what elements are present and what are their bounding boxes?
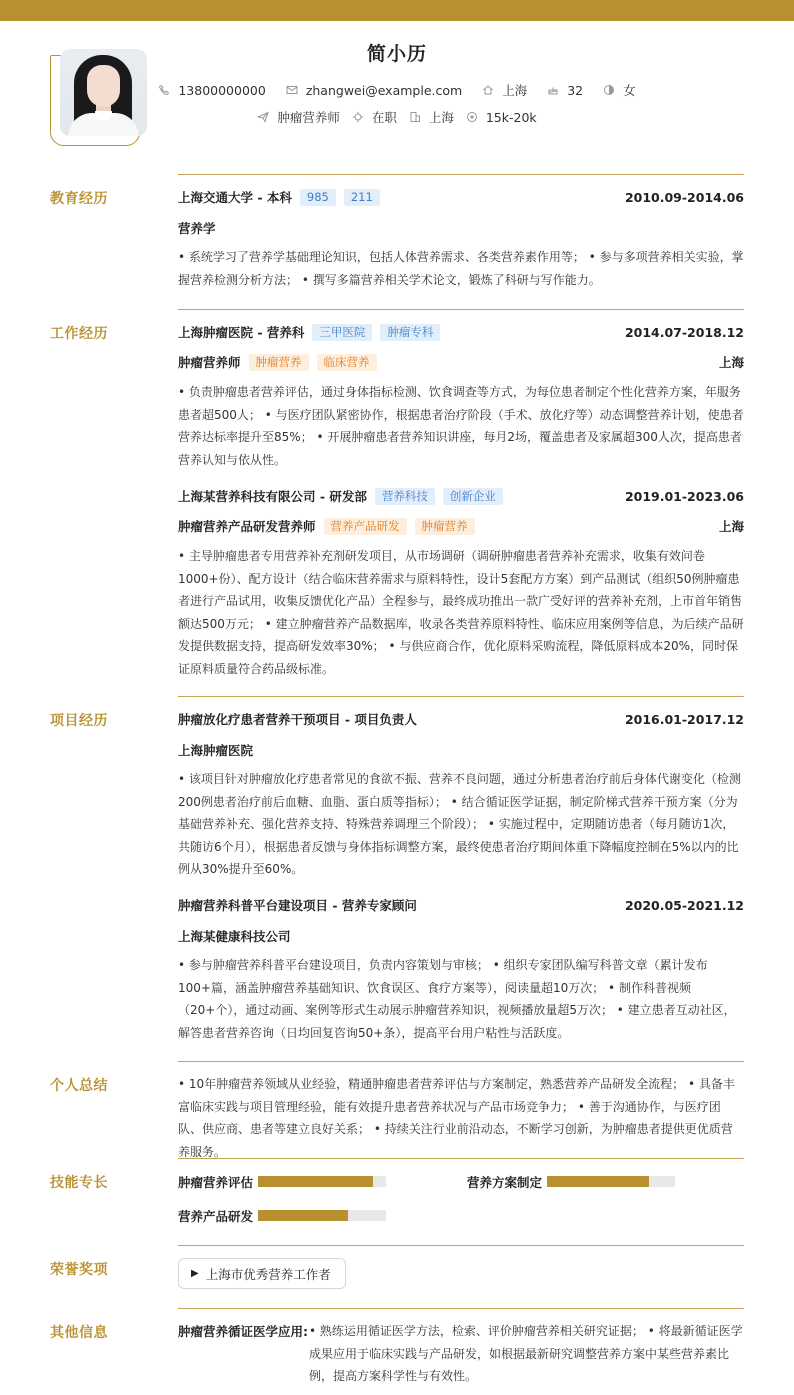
age-text: 32 [567,82,584,98]
skill-bar-fill [258,1176,373,1187]
company-name: 上海某营养科技有限公司 - 研发部 [178,489,367,504]
tag: 三甲医院 [312,324,372,341]
project-title: 肿瘤营养科普平台建设项目 - 营养专家顾问 [178,898,417,913]
cake-icon [547,84,559,96]
city-text: 上海 [502,83,528,98]
divider [178,1245,744,1246]
school-name: 上海交通大学 - 本科 [178,190,292,205]
status-item [352,108,397,126]
date: 2014.07-2018.12 [624,324,744,340]
target-city-item [409,108,454,126]
phone-icon [158,84,170,96]
divider [178,1061,744,1062]
skill-bar [547,1176,675,1187]
gender-text: 女 [623,83,636,98]
salary-text: 15k-20k [485,109,537,125]
candidate-name: 简小历 [366,43,427,65]
section-title-education: 教育经历 [50,191,108,207]
tag: 营养产品研发 [324,518,407,535]
role-name: 肿瘤营养师 [178,355,241,370]
date: 2010.09-2014.06 [624,189,744,205]
divider [178,696,744,697]
project-title: 肿瘤放化疗患者营养干预项目 - 项目负责人 [178,712,417,727]
play-icon: ▶ [191,1268,199,1279]
section-title-work: 工作经历 [50,326,108,342]
divider [178,174,744,175]
phone-text: 13800000000 [178,82,266,98]
target-city-text: 上海 [428,110,454,125]
skill-name: 营养方案制定 [467,1175,543,1190]
skill-bar [258,1210,386,1221]
job-title-item [257,108,340,126]
tag: 肿瘤营养 [249,354,309,371]
gender-icon [603,84,615,96]
skill-name: 肿瘤营养评估 [178,1175,254,1190]
divider [178,309,744,310]
gender-item [603,81,636,99]
tag: 肿瘤专科 [380,324,440,341]
work-head [178,322,744,342]
project-desc: • 该项目针对肿瘤放化疗患者常见的食欲不振、营养不良问题，通过分析患者治疗前后身体代谢变化（检测200例患者治疗前后血糖、血脂、蛋白质等指标）； • 结合循证医学证据，制定阶梯式营养干预方案（分为基础营养补充、强化营养支持、特殊营养调理三个阶段）； • 实施过程中，定期随访患者（每月随访1次，共随访6个月），根据患者反馈与身体指标调整方案，最终使患者治疗期间体重下降幅度控制在5%以内的比例从30%提升至60%。 [178,772,741,876]
top-accent-bar [0,0,794,21]
job-title-text: 肿瘤营养师 [277,110,340,125]
date: 2016.01-2017.12 [624,711,744,727]
work-head [178,486,744,506]
phone-item [158,83,265,98]
project-head [178,709,744,729]
section-title-honors: 荣誉奖项 [50,1262,108,1278]
skill-bar [258,1176,386,1187]
skill-bar-fill [258,1210,348,1221]
honor-item[interactable] [178,1258,346,1289]
job-intent-row [0,108,794,126]
work-desc: • 负责肿瘤患者营养评估，通过身体指标检测、饮食调查等方式，为每位患者制定个性化营养方案，年服务患者超500人； • 与医疗团队紧密协作，根据患者治疗阶段（手术、放化疗等）动态调整营养计划，使患者营养达标率提升至85%； • 开展肿瘤患者营养知识讲座，每月2场，覆盖患者及家属超300人次，提高患者营养认知与依从性。 [178,385,744,467]
email-item [286,83,462,98]
section-title-skills: 技能专长 [50,1175,108,1191]
divider [178,1308,744,1309]
date: 2019.01-2023.06 [624,488,744,504]
location: 上海 [718,519,744,534]
other-text: • 熟练运用循证医学方法，检索、评价肿瘤营养相关研究证据； • 将最新循证医学成果应用于临床实践与产品研发，如根据最新研究调整营养方案中某些营养素比例，提高方案科学性与有效性。 [309,1324,743,1383]
summary-text: • 10年肿瘤营养领域从业经验，精通肿瘤患者营养评估与方案制定，熟悉营养产品研发全流程； • 具备丰富临床实践与项目管理经验，能有效提升患者营养状况与产品市场竞争力； • 善于沟通协作，与医疗团队、供应商、患者等建立良好关系； • 持续关注行业前沿动态，不断学习创新，为肿瘤患者提供更优质营养服务。 [178,1077,735,1159]
status-text: 在职 [371,110,397,125]
education-desc: • 系统学习了营养学基础理论知识，包括人体营养需求、各类营养素作用等； • 参与多项营养相关实验，掌握营养检测分析方法； • 撰写多篇营养相关学术论文，锻炼了科研与写作能力。 [178,250,744,287]
skill-bar-fill [547,1176,649,1187]
email-text: zhangwei@example.com [305,82,463,98]
location: 上海 [718,355,744,370]
city-item [482,81,527,99]
project-org: 上海某健康科技公司 [178,929,291,944]
building-icon [409,111,421,123]
tag: 临床营养 [317,354,377,371]
role-name: 肿瘤营养产品研发营养师 [178,519,316,534]
major: 营养学 [178,221,216,236]
coin-icon [466,111,478,123]
project-head [178,895,744,915]
work-role [178,352,744,372]
home-icon [482,84,494,96]
mail-icon [286,84,298,96]
project-org: 上海肿瘤医院 [178,743,254,758]
tag: 211 [344,189,380,206]
age-item [547,83,583,98]
other-label: 肿瘤营养循证医学应用: [178,1324,308,1339]
tag: 985 [300,189,336,206]
section-title-summary: 个人总结 [50,1078,108,1094]
project-desc: • 参与肿瘤营养科普平台建设项目，负责内容策划与审核； • 组织专家团队编写科普文章（累计发布100+篇，涵盖肿瘤营养基础知识、饮食误区、食疗方案等），阅读量超10万次； • 制作科普视频（20+个），通过动画、案例等形式生动展示肿瘤营养知识，视频播放量超5万次； • 建立患者互动社区，解答患者营养咨询（日均回复咨询50+条），提高平台用户粘性与活跃度。 [178,958,736,1040]
honor-text: 上海市优秀营养工作者 [205,1266,331,1282]
divider [178,1158,744,1159]
send-icon [257,111,269,123]
work-role [178,516,744,536]
company-name: 上海肿瘤医院 - 营养科 [178,325,305,340]
tag: 营养科技 [375,488,435,505]
work-desc: • 主导肿瘤患者专用营养补充剂研发项目，从市场调研（调研肿瘤患者营养补充需求，收集有效问卷1000+份）、配方设计（结合临床营养需求与原料特性，设计5套配方方案）到产品测试（组织50例肿瘤患者进行产品试用，收集反馈优化产品）全程参与，最终成功推出一款广受好评的营养补充剂，上市首年销售额达500万元； • 建立肿瘤营养产品数据库，收录各类营养原料特性、临床应用案例等信息，为后续产品研发提供数据支持，提高研发效率30%； • 与供应商合作，优化原料采购流程，降低原料成本20%，同时保证原料质量符合药品级标准。 [178,549,744,676]
contact-row [0,81,794,99]
section-title-projects: 项目经历 [50,713,108,729]
section-title-other: 其他信息 [50,1325,108,1341]
status-icon [352,111,364,123]
skill-name: 营养产品研发 [178,1209,254,1224]
date: 2020.05-2021.12 [624,897,744,913]
education-head [178,187,744,207]
tag: 肿瘤营养 [415,518,475,535]
tag: 创新企业 [443,488,503,505]
salary-item [466,110,537,125]
